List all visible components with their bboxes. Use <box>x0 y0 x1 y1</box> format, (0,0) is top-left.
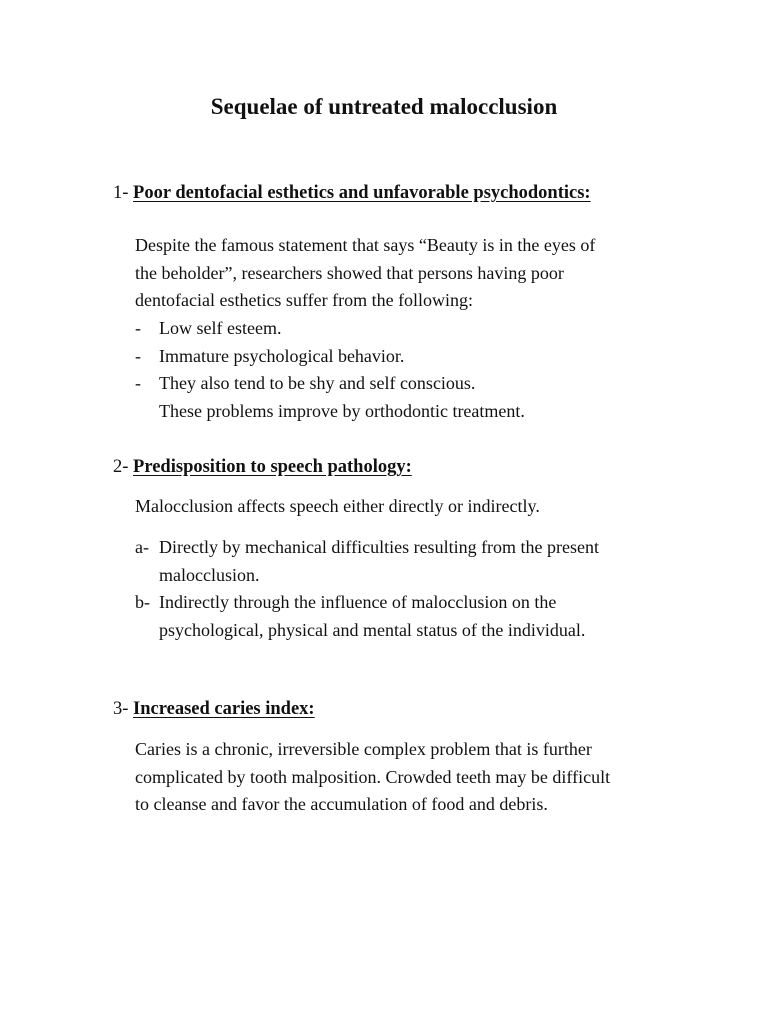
section-title: Poor dentofacial esthetics and unfavorable psychodontics: <box>133 183 591 203</box>
list-item-text: These problems improve by orthodontic treatment. <box>159 400 525 421</box>
list-marker: a- <box>135 537 149 557</box>
paragraph-line: Malocclusion affects speech either directly or indirectly. <box>135 496 540 516</box>
list-item-text: malocclusion. <box>159 564 260 585</box>
list-item-text: They also tend to be shy and self conscious. <box>159 373 476 393</box>
section-title: Increased caries index: <box>133 699 315 719</box>
section-2-list <box>135 534 599 644</box>
list-item-text: Directly by mechanical difficulties resulting from the present <box>159 537 600 557</box>
list-item-text: psychological, physical and mental status of the individual. <box>159 619 586 640</box>
section-1-intro <box>135 232 595 315</box>
paragraph-line: Caries is a chronic, irreversible complex problem that is further <box>135 739 592 759</box>
list-marker: - <box>135 373 141 393</box>
paragraph-line: to cleanse and favor the accumulation of food and debris. <box>135 794 548 814</box>
list-marker: - <box>135 318 141 338</box>
section-2-heading <box>113 453 412 481</box>
list-item <box>135 343 525 371</box>
list-marker: - <box>135 345 141 366</box>
section-number: 2- <box>113 457 129 477</box>
list-item <box>135 315 525 343</box>
section-1-list <box>135 315 525 425</box>
section-number: 3- <box>113 699 129 719</box>
paragraph-line: the beholder”, researchers showed that persons having poor <box>135 262 564 283</box>
list-item-text: Low self esteem. <box>159 318 282 338</box>
section-2-intro <box>135 493 540 521</box>
section-title: Predisposition to speech pathology: <box>133 457 412 477</box>
section-3-heading <box>113 695 315 723</box>
list-marker: b- <box>135 592 150 612</box>
page-title: Sequelae of untreated malocclusion <box>210 94 558 119</box>
paragraph-line: complicated by tooth malposition. Crowded teeth may be difficult <box>135 766 611 787</box>
list-item <box>135 589 599 644</box>
list-item <box>135 534 599 589</box>
section-3-intro <box>135 736 610 819</box>
section-1-heading <box>113 179 591 207</box>
list-item-text: Immature psychological behavior. <box>159 345 405 366</box>
list-item <box>135 370 525 425</box>
section-number: 1- <box>113 183 129 203</box>
paragraph-line: Despite the famous statement that says “Beauty is in the eyes of <box>135 235 596 255</box>
paragraph-line: dentofacial esthetics suffer from the following: <box>135 290 474 310</box>
list-item-text: Indirectly through the influence of malocclusion on the <box>159 592 557 612</box>
